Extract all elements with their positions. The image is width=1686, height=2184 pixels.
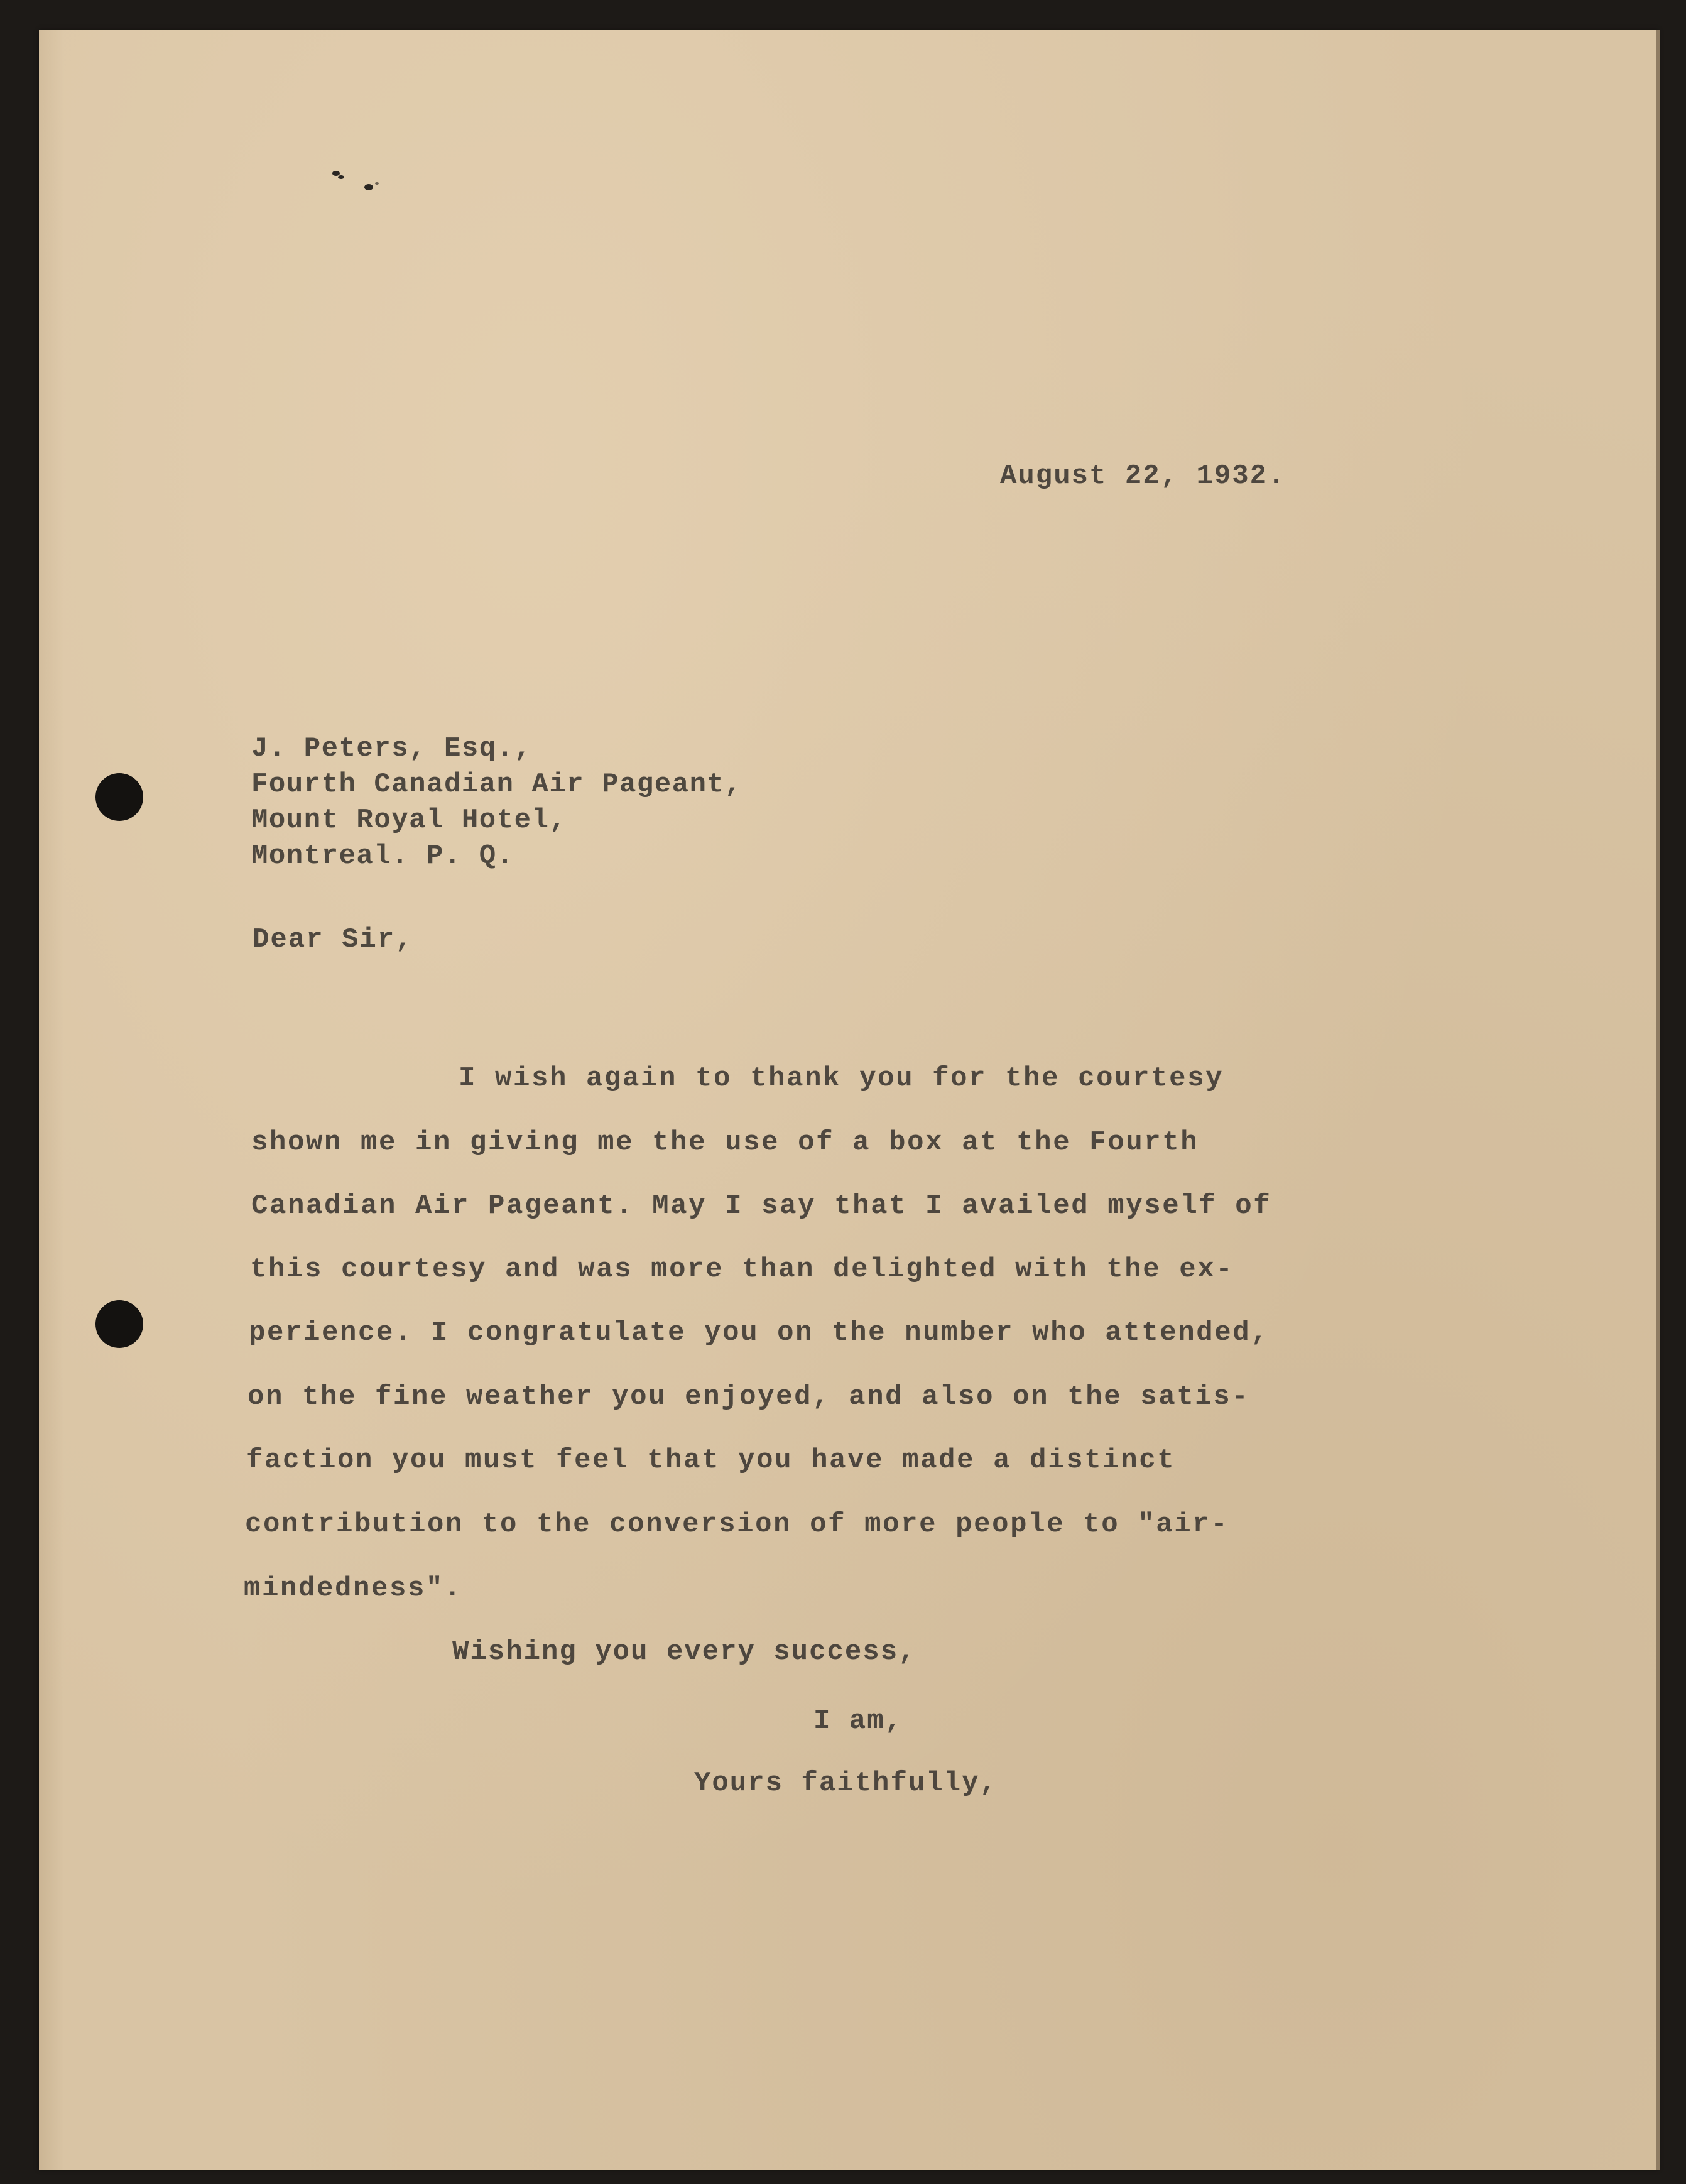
closing-wish: Wishing you every success, <box>452 1636 916 1668</box>
body-line: this courtesy and was more than delighted with the ex- <box>250 1254 1234 1285</box>
closing-yours-faithfully: Yours faithfully, <box>694 1768 998 1799</box>
body-line: contribution to the conversion of more people to "air- <box>245 1509 1229 1540</box>
recipient-city: Montreal. P. Q. <box>251 840 514 872</box>
page-edge <box>1656 30 1660 2170</box>
punch-hole <box>95 773 143 821</box>
closing-i-am: I am, <box>813 1705 903 1737</box>
body-line: I wish again to thank you for the courtesy <box>459 1063 1224 1094</box>
body-line: on the fine weather you enjoyed, and also on the satis- <box>247 1381 1250 1413</box>
body-line: perience. I congratulate you on the number who attended, <box>249 1317 1270 1349</box>
ink-specks <box>330 168 411 200</box>
body-line: mindedness". <box>244 1573 463 1604</box>
recipient-name: J. Peters, Esq., <box>251 733 532 764</box>
body-line: Canadian Air Pageant. May I say that I availed myself of <box>251 1190 1272 1222</box>
letter-page <box>39 30 1658 2170</box>
body-line: faction you must feel that you have made a distinct <box>246 1445 1176 1476</box>
body-line: shown me in giving me the use of a box at the Fourth <box>251 1127 1199 1158</box>
punch-hole <box>95 1300 143 1348</box>
recipient-hotel: Mount Royal Hotel, <box>251 805 567 836</box>
letter-date: August 22, 1932. <box>1000 460 1286 492</box>
salutation: Dear Sir, <box>253 924 413 955</box>
recipient-organization: Fourth Canadian Air Pageant, <box>251 769 742 800</box>
